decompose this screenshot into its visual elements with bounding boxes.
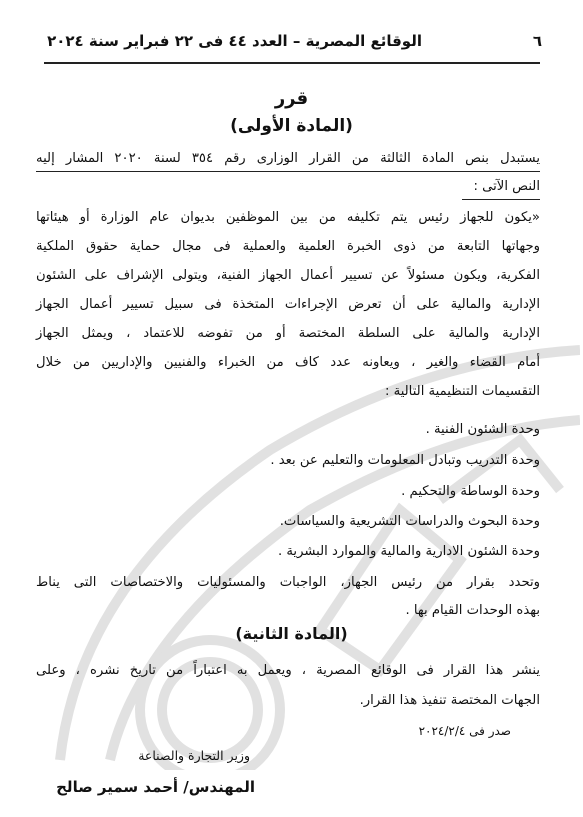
article-2-line: ينشر هذا القرار فى الوقائع المصرية ، ويعمل به اعتباراً من تاريخ نشره ، وعلى: [36, 663, 540, 678]
underline: [36, 171, 540, 172]
article-1-heading: (المادة الأولى): [230, 116, 353, 136]
unit-item: وحدة الشئون الادارية والمالية والموارد البشرية .: [277, 544, 540, 559]
body-line: الإدارية والمالية على أن تعرض الإجراءات المتخذة فى سبيل تسيير أعمال الجهاز: [36, 297, 540, 312]
unit-item: وحدة الوساطة والتحكيم .: [401, 484, 540, 499]
closing-line: بهذه الوحدات القيام بها .: [405, 603, 540, 618]
issue-date: صدر فى ٢٠٢٤/٢/٤: [418, 724, 511, 738]
body-line: الإدارية والمالية على السلطة المختصة أو من تفوضه للاعتماد ، ويمثل الجهاز: [36, 326, 540, 341]
closing-line: وتحدد بقرار من رئيس الجهاز، الواجبات والمسئوليات والاختصاصات التى يناط: [36, 575, 540, 590]
body-line: أمام القضاء والغير ، ويعاونه عدد كاف من الخبراء والفنيين والإداريين من خلال: [36, 355, 540, 370]
gazette-issue-title: الوقائع المصرية – العدد ٤٤ فى ٢٢ فبراير سنة ٢٠٢٤: [47, 32, 422, 50]
body-line: الفكرية، ويكون مسئولاً عن تسيير أعمال الجهاز الفنية، ويتولى الإشراف على الشئون: [36, 268, 540, 283]
running-header: [40, 32, 542, 54]
header-rule: [44, 62, 540, 64]
minister-title: وزير التجارة والصناعة: [138, 748, 250, 763]
underline: [462, 199, 540, 200]
body-line: التقسيمات التنظيمية التالية :: [384, 384, 540, 399]
article-2-heading: (المادة الثانية): [235, 624, 348, 643]
body-line: «يكون للجهاز رئيس يتم تكليفه من بين الموظفين بديوان عام الوزارة أو هيئاتها: [36, 210, 540, 225]
unit-item: وحدة البحوث والدراسات التشريعية والسياسات.: [279, 514, 540, 529]
page-number: ٦: [532, 32, 542, 50]
body-line: وجهاتها التابعة من ذوى الخبرة العلمية والعملية فى مجال حماية حقوق الملكية: [36, 239, 540, 254]
article-1-intro: يستبدل بنص المادة الثالثة من القرار الوزارى رقم ٣٥٤ لسنة ٢٠٢٠ المشار إليه: [36, 151, 540, 166]
article-1-intro-end: النص الآتى :: [473, 179, 540, 194]
unit-item: وحدة الشئون الفنية .: [425, 422, 540, 437]
signatory-name: المهندس/ أحمد سمير صالح: [56, 778, 255, 796]
article-2-line: الجهات المختصة تنفيذ هذا القرار.: [359, 693, 540, 708]
unit-item: وحدة التدريب وتبادل المعلومات والتعليم عن بعد .: [270, 453, 540, 468]
decree-title: قرر: [274, 88, 309, 109]
